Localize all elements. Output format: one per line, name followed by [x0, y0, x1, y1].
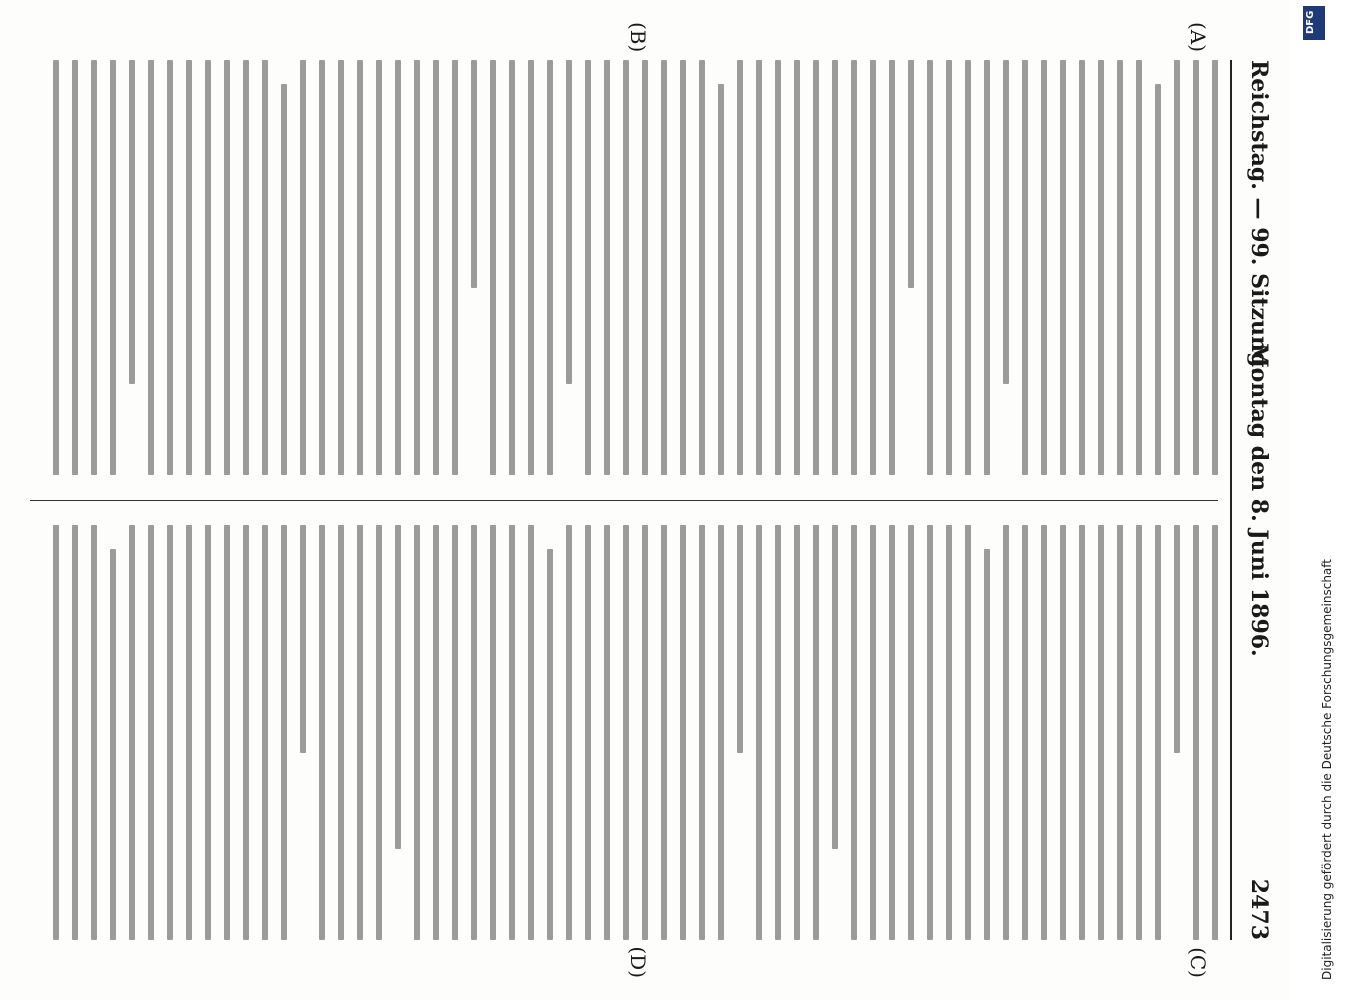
text-line [1041, 525, 1047, 940]
text-line [699, 525, 705, 940]
margin-mark-b: (B) [626, 22, 650, 53]
page-number: 2473 [1246, 878, 1272, 940]
digitization-credit [1290, 0, 1353, 1000]
text-line [91, 60, 97, 475]
dfg-logo [1303, 6, 1325, 40]
text-line [53, 60, 59, 475]
text-line [262, 525, 268, 940]
margin-mark-a: (A) [1186, 22, 1210, 53]
text-line [1079, 525, 1085, 940]
text-line [300, 60, 306, 475]
text-line [262, 60, 268, 475]
text-line [72, 525, 78, 940]
text-line [300, 525, 306, 753]
text-line [832, 525, 838, 849]
header-rule [1230, 60, 1232, 940]
text-line [680, 60, 686, 475]
text-line [680, 525, 686, 940]
text-line [775, 60, 781, 475]
text-line [813, 60, 819, 475]
text-line [1022, 525, 1028, 940]
text-line [471, 525, 477, 940]
text-line [490, 60, 496, 475]
text-line [870, 525, 876, 940]
text-line [908, 525, 914, 940]
text-line [642, 525, 648, 940]
text-line [1117, 60, 1123, 475]
text-line [965, 60, 971, 475]
text-line [623, 525, 629, 940]
text-line [1041, 60, 1047, 475]
text-line [870, 60, 876, 475]
text-line [129, 525, 135, 940]
text-line [965, 525, 971, 940]
text-line [623, 60, 629, 475]
left-text-column [30, 60, 1218, 475]
text-line [1003, 60, 1009, 384]
text-line [1193, 525, 1199, 940]
text-line [186, 525, 192, 940]
margin-mark-d: (D) [626, 946, 650, 978]
text-line [775, 525, 781, 940]
text-line [1193, 60, 1199, 475]
credit-text: Digitalisierung gefördert durch die Deutsche Forschungsgemeinschaft [1320, 558, 1334, 980]
text-line [604, 525, 610, 940]
text-line [509, 525, 515, 940]
text-line [110, 60, 116, 475]
text-line [167, 60, 173, 475]
text-line [414, 60, 420, 475]
text-line [452, 60, 458, 475]
text-line [319, 525, 325, 940]
text-line [946, 525, 952, 940]
text-line [509, 60, 515, 475]
text-line [737, 60, 743, 475]
text-line [946, 60, 952, 475]
text-line [319, 60, 325, 475]
text-line [357, 525, 363, 940]
text-line [851, 60, 857, 475]
text-line [490, 525, 496, 940]
text-line [832, 60, 838, 475]
text-line [756, 60, 762, 475]
text-line [433, 525, 439, 940]
text-line [566, 525, 572, 940]
text-line [243, 60, 249, 475]
text-line [452, 525, 458, 940]
text-line [1060, 60, 1066, 475]
text-line [376, 60, 382, 475]
text-line [1174, 525, 1180, 753]
text-line [604, 60, 610, 475]
text-line [737, 525, 743, 753]
text-line [338, 525, 344, 940]
text-line [718, 525, 724, 940]
text-line [661, 525, 667, 940]
text-line [1136, 525, 1142, 940]
running-head-date: Montag den 8. Juni 1896. [1246, 343, 1272, 657]
text-line [395, 525, 401, 849]
text-line [1117, 525, 1123, 940]
text-line [1136, 60, 1142, 475]
text-line [148, 60, 154, 475]
text-line [281, 525, 287, 940]
text-line [53, 525, 59, 940]
text-line [794, 525, 800, 940]
text-line [851, 525, 857, 940]
text-line [72, 60, 78, 475]
text-line [984, 60, 990, 475]
text-line [528, 525, 534, 940]
text-line [1174, 60, 1180, 475]
text-line [376, 525, 382, 940]
text-line [167, 525, 173, 940]
text-line [91, 525, 97, 940]
text-line [1155, 525, 1161, 940]
text-line [1212, 60, 1218, 475]
running-head-left: Reichstag. — 99. Sitzung. [1246, 60, 1272, 376]
text-line [547, 60, 553, 475]
text-line [243, 525, 249, 940]
text-line [1212, 525, 1218, 940]
text-line [281, 84, 287, 475]
text-line [471, 60, 477, 288]
text-line [566, 60, 572, 384]
text-line [1155, 84, 1161, 475]
text-line [908, 60, 914, 288]
text-line [338, 60, 344, 475]
text-line [433, 60, 439, 475]
text-line [756, 525, 762, 940]
text-line [110, 549, 116, 940]
dfg-logo-text: DFG [1305, 10, 1316, 34]
right-text-column [30, 525, 1218, 940]
text-line [129, 60, 135, 384]
text-line [1098, 60, 1104, 475]
text-line [186, 60, 192, 475]
text-line [224, 525, 230, 940]
text-line [1079, 60, 1085, 475]
text-line [357, 60, 363, 475]
text-line [927, 60, 933, 475]
text-line [889, 525, 895, 940]
text-line [1003, 525, 1009, 940]
text-line [927, 525, 933, 940]
text-line [224, 60, 230, 475]
text-line [1022, 60, 1028, 475]
text-line [1060, 525, 1066, 940]
margin-mark-c: (C) [1186, 947, 1210, 978]
text-line [205, 60, 211, 475]
column-divider [30, 500, 1218, 501]
text-line [547, 549, 553, 940]
text-line [889, 60, 895, 475]
text-line [148, 525, 154, 940]
text-line [585, 60, 591, 475]
text-line [813, 525, 819, 940]
text-line [642, 60, 648, 475]
text-line [1098, 525, 1104, 940]
running-head [1242, 60, 1272, 940]
text-line [718, 84, 724, 475]
text-line [395, 60, 401, 475]
text-line [414, 525, 420, 940]
text-line [984, 549, 990, 940]
text-line [699, 60, 705, 475]
text-line [205, 525, 211, 940]
text-line [585, 525, 591, 940]
text-line [794, 60, 800, 475]
text-line [528, 60, 534, 475]
text-line [661, 60, 667, 475]
